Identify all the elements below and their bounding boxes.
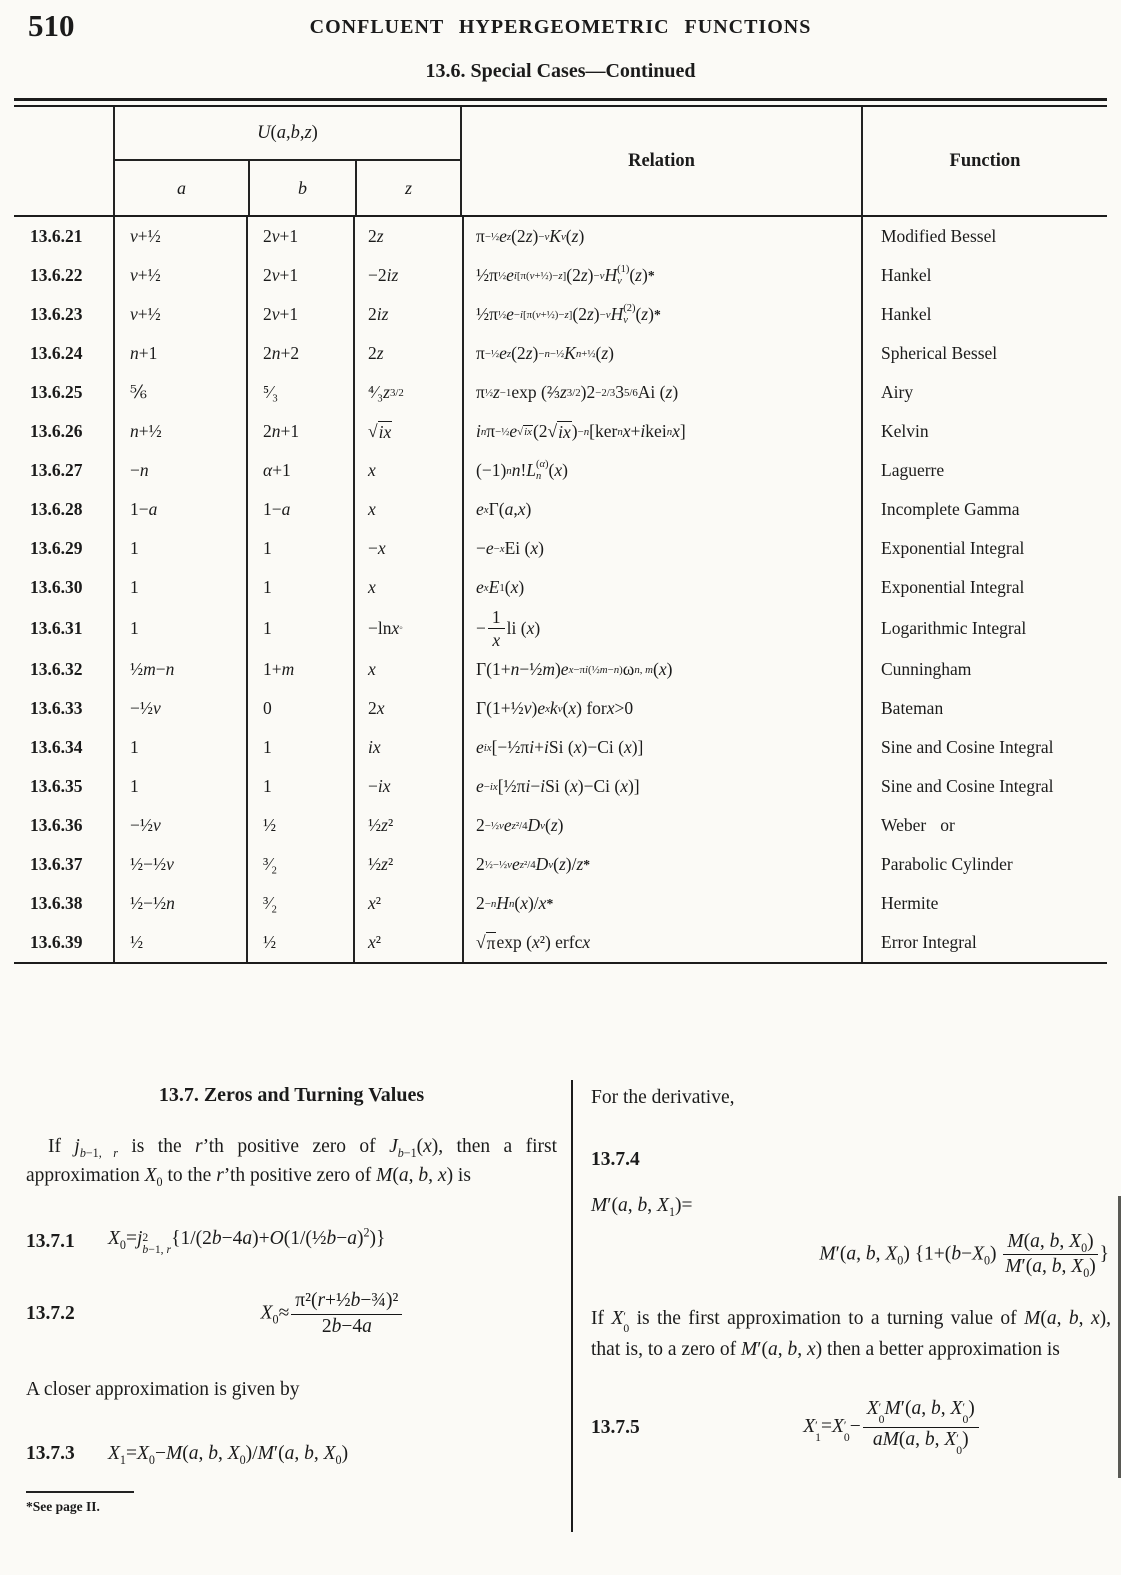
col-header-relation: Relation xyxy=(628,150,695,171)
col-header-z: z xyxy=(355,161,460,215)
cell-z: −2 iz xyxy=(353,256,462,295)
equation-13-7-2 xyxy=(26,1290,557,1338)
table-row xyxy=(14,806,1107,845)
cell-function: Cunningham xyxy=(861,650,1107,689)
cell-relation: e −ix [½π i − i Si ( x )−Ci ( x )] xyxy=(462,767,861,806)
equation-body: $X_0\approx$ $\frac{\text{π²(r+½b−¾)²}}{2b-4a}$ xyxy=(108,1290,557,1338)
cell-a: ½−½ ν xyxy=(113,845,246,884)
entry-number: 13.6.22 xyxy=(30,265,83,285)
entry-number: 13.6.28 xyxy=(30,499,83,519)
table-row xyxy=(14,529,1107,568)
table-row xyxy=(14,373,1107,412)
cell-b: ³⁄₂ xyxy=(246,884,353,923)
col-header-a: a xyxy=(177,177,186,198)
table-row xyxy=(14,845,1107,884)
right-column xyxy=(571,1080,1121,1532)
cell-function: Sine and Cosine Integral xyxy=(861,767,1107,806)
table-row xyxy=(14,412,1107,451)
cell-relation: e x Γ( a , x ) xyxy=(462,490,861,529)
equation-13-7-4-line1: M′(a, b, $X_1)=$ xyxy=(591,1194,693,1219)
cell-z: − ix xyxy=(353,767,462,806)
cell-function: Exponential Integral xyxy=(861,529,1107,568)
cell-z: x xyxy=(353,451,462,490)
table-caption: 13.6. Special Cases—Continued xyxy=(425,60,696,82)
derivative-intro: For the derivative, xyxy=(591,1087,735,1108)
cell-function: Parabolic Cylinder xyxy=(861,845,1107,884)
cell-z: 2 z xyxy=(353,217,462,256)
cell-function: Hankel xyxy=(861,256,1107,295)
cell-a: n +½ xyxy=(113,412,246,451)
table-row xyxy=(14,295,1107,334)
cell-b: 2 ν +1 xyxy=(246,295,353,334)
cell-relation: e x E 1 ( x ) xyxy=(462,568,861,607)
equation-body: $X_1=X_0-M(a$, b, $X_0)/M'(a$, b, $X_0$) xyxy=(108,1442,349,1467)
cell-b: ½ xyxy=(246,806,353,845)
footnote-text: *See page II. xyxy=(26,1498,100,1514)
entry-number: 13.6.30 xyxy=(30,577,83,597)
left-column xyxy=(0,1080,571,1532)
table-header xyxy=(14,107,1107,217)
cell-z: −ln x ° xyxy=(353,607,462,650)
cell-b: ⁵⁄₃ xyxy=(246,373,353,412)
header-spacer xyxy=(14,107,113,215)
cell-function: Weber or xyxy=(861,806,1107,845)
entry-number: 13.6.38 xyxy=(30,893,83,914)
entry-number: 13.6.27 xyxy=(30,460,83,480)
running-title: CONFLUENT HYPERGEOMETRIC FUNCTIONS xyxy=(309,16,812,38)
cell-function: Incomplete Gamma xyxy=(861,490,1107,529)
closer-approx-text: A closer approximation is given by xyxy=(26,1379,300,1401)
equation-body: $X_0=j$ 2 b−1, r {1/(2b−4a)+O(1/(½b−a)$^2$)} xyxy=(108,1225,386,1257)
header-group-uabz xyxy=(113,107,462,215)
entry-number: 13.6.35 xyxy=(30,776,83,797)
cell-z: x xyxy=(353,490,462,529)
col-header-b: b xyxy=(248,161,355,215)
col-header-function: Function xyxy=(861,107,1107,215)
table-row xyxy=(14,884,1107,923)
entry-number: 13.6.39 xyxy=(30,932,83,953)
cell-function: Exponential Integral xyxy=(861,568,1107,607)
footnote-block xyxy=(26,1491,557,1515)
entry-number: 13.6.36 xyxy=(30,815,83,836)
cell-function: Spherical Bessel xyxy=(861,334,1107,373)
table-row xyxy=(14,451,1107,490)
cell-function: Modified Bessel xyxy=(861,217,1107,256)
equation-number: 13.7.2 xyxy=(26,1303,75,1325)
cell-b: 1− a xyxy=(246,490,353,529)
cell-b: 1 xyxy=(246,607,353,650)
entry-number: 13.6.33 xyxy=(30,698,83,719)
cell-relation: √ π exp ( x ²) erfc x xyxy=(462,923,861,962)
cell-function: Logarithmic Integral xyxy=(861,607,1107,650)
table-body xyxy=(14,217,1107,964)
entry-number: 13.6.32 xyxy=(30,659,83,680)
cell-a: ½−½ n xyxy=(113,884,246,923)
cell-b: ½ xyxy=(246,923,353,962)
cell-a: −½ ν xyxy=(113,806,246,845)
table-row xyxy=(14,568,1107,607)
cell-a: −½ ν xyxy=(113,689,246,728)
cell-b: 1 xyxy=(246,529,353,568)
entry-number: 13.6.34 xyxy=(30,737,83,758)
cell-function: Kelvin xyxy=(861,412,1107,451)
entry-number: 13.6.31 xyxy=(30,618,83,639)
equation-13-7-4-label xyxy=(591,1149,1111,1171)
cell-z: ½ z ² xyxy=(353,845,462,884)
cell-a: 1 xyxy=(113,767,246,806)
cell-z: x xyxy=(353,650,462,689)
page-number: 510 xyxy=(28,8,75,43)
cell-b: ³⁄₂ xyxy=(246,845,353,884)
cell-relation: π −½ e z (2 z ) −ν K ν ( z ) xyxy=(462,217,861,256)
cell-relation: ½π ½ e i[π(ν+½)−z] (2 z ) −ν H (1) ν ( z ) * xyxy=(462,256,861,295)
table-top-rule xyxy=(14,98,1107,107)
turning-value-paragraph: If X ′ 0 is the first approximation to a turning value of M(a, b, x), that is, to a zero of M′(a, b, x) then a better approximation is xyxy=(591,1307,1111,1360)
equation-13-7-4-line2: M′(a, b, $X_0$) {$1+(b-X_0)$ $\frac{M(a, b, X_0)}{M'(a, b, X_0)}$ } xyxy=(819,1230,1109,1280)
entry-number: 13.6.23 xyxy=(30,304,83,324)
cell-b: 2 ν +1 xyxy=(246,217,353,256)
cell-relation: − $\frac{1}{x}$ li ( x ) xyxy=(462,607,861,650)
section-13-7 xyxy=(0,1080,1121,1532)
cell-z: √ ix xyxy=(353,412,462,451)
cell-z: 2 x xyxy=(353,689,462,728)
cell-a: ν +½ xyxy=(113,256,246,295)
cell-relation: π −½ e z (2 z ) −n−½ K n+½ ( z ) xyxy=(462,334,861,373)
table-row xyxy=(14,490,1107,529)
cell-relation: (−1) n n ! L (α) n ( x ) xyxy=(462,451,861,490)
cell-function: Hankel xyxy=(861,295,1107,334)
table-row xyxy=(14,607,1107,650)
cell-function: Error Integral xyxy=(861,923,1107,962)
entry-number: 13.6.26 xyxy=(30,421,83,441)
cell-b: 1+ m xyxy=(246,650,353,689)
cell-b: 2 n +2 xyxy=(246,334,353,373)
special-cases-table xyxy=(14,98,1107,964)
cell-a: 1 xyxy=(113,607,246,650)
cell-b: 1 xyxy=(246,728,353,767)
cell-a: ½ xyxy=(113,923,246,962)
cell-a: ⅚ xyxy=(113,373,246,412)
cell-relation: ½π ½ e −i[π(ν+½)−z] (2 z ) −ν H (2) ν ( z ) * xyxy=(462,295,861,334)
equation-13-7-3 xyxy=(26,1443,557,1465)
table-row xyxy=(14,334,1107,373)
table-row xyxy=(14,689,1107,728)
equation-number: 13.7.1 xyxy=(26,1231,75,1253)
cell-relation: 2 −n H n ( x )/ x * xyxy=(462,884,861,923)
cell-b: 2 ν +1 xyxy=(246,256,353,295)
cell-relation: Γ(1+ n −½ m ) e x−πi(½m−n) ω n, m ( x ) xyxy=(462,650,861,689)
entry-number: 13.6.24 xyxy=(30,343,83,363)
cell-b: 0 xyxy=(246,689,353,728)
intro-paragraph: If $j_{b-1, r}$ is the r’th positive zero of $J_{b-1}(x)$, then a first approximation $X_0$ to the r’th positive zero of M(a, b, x) is xyxy=(26,1136,557,1189)
cell-relation: Γ(1+½ ν ) e x k ν ( x ) for x >0 xyxy=(462,689,861,728)
cell-z: 2 z xyxy=(353,334,462,373)
cell-a: ½ m − n xyxy=(113,650,246,689)
entry-number: 13.6.37 xyxy=(30,854,83,875)
cell-relation: π ½ z −1 exp (⅔ z 3/2 )2 −2/3 3 5/6 Ai ( z ) xyxy=(462,373,861,412)
table-row xyxy=(14,767,1107,806)
cell-relation: 2 ½−½ν e z²/4 D ν ( z )/ z * xyxy=(462,845,861,884)
cell-relation: i n π −½ e √ix (2√ ix ) −n [ker n x + i kei n x ] xyxy=(462,412,861,451)
equation-number: 13.7.3 xyxy=(26,1442,75,1464)
table-row xyxy=(14,650,1107,689)
cell-relation: 2 −½ν e z²/4 D ν ( z ) xyxy=(462,806,861,845)
equation-number: 13.7.4 xyxy=(591,1148,640,1170)
entry-number: 13.6.25 xyxy=(30,382,83,402)
group-header-u: U ( a , b , z ) xyxy=(115,107,460,161)
cell-z: x ² xyxy=(353,884,462,923)
cell-b: 2 n +1 xyxy=(246,412,353,451)
section-heading: 13.7. Zeros and Turning Values xyxy=(158,1084,425,1106)
entry-number: 13.6.29 xyxy=(30,538,83,558)
equation-body: X ′ 1 =X ′ 0 − X ′ 0 M′(a, b, X ′ 0 ) aM(a, b, X ′ 0 ) xyxy=(673,1398,1111,1457)
footnote-rule xyxy=(26,1491,134,1493)
cell-function: Hermite xyxy=(861,884,1107,923)
cell-a: 1 xyxy=(113,529,246,568)
header-subrow xyxy=(115,161,460,215)
entry-number: 13.6.21 xyxy=(30,226,83,246)
cell-function: Sine and Cosine Integral xyxy=(861,728,1107,767)
cell-function: Laguerre xyxy=(861,451,1107,490)
table-row xyxy=(14,217,1107,256)
table-row xyxy=(14,256,1107,295)
cell-a: 1 xyxy=(113,568,246,607)
cell-b: α +1 xyxy=(246,451,353,490)
cell-z: ½ z ² xyxy=(353,806,462,845)
cell-relation: e ix [−½π i + i Si ( x )−Ci ( x )] xyxy=(462,728,861,767)
equation-13-7-5 xyxy=(591,1398,1111,1457)
cell-b: 1 xyxy=(246,767,353,806)
cell-a: ν +½ xyxy=(113,295,246,334)
cell-b: 1 xyxy=(246,568,353,607)
cell-a: ν +½ xyxy=(113,217,246,256)
table-row xyxy=(14,923,1107,962)
cell-z: − x xyxy=(353,529,462,568)
cell-z: ix xyxy=(353,728,462,767)
cell-z: x ² xyxy=(353,923,462,962)
cell-a: 1− a xyxy=(113,490,246,529)
cell-relation: − e −x Ei ( x ) xyxy=(462,529,861,568)
cell-a: n +1 xyxy=(113,334,246,373)
cell-function: Bateman xyxy=(861,689,1107,728)
cell-a: 1 xyxy=(113,728,246,767)
table-row xyxy=(14,728,1107,767)
cell-a: − n xyxy=(113,451,246,490)
equation-number: 13.7.5 xyxy=(591,1416,640,1438)
cell-z: x xyxy=(353,568,462,607)
equation-13-7-1 xyxy=(26,1225,557,1257)
cell-function: Airy xyxy=(861,373,1107,412)
cell-z: 2 iz xyxy=(353,295,462,334)
cell-z: ⁴⁄₃ z 3/2 xyxy=(353,373,462,412)
